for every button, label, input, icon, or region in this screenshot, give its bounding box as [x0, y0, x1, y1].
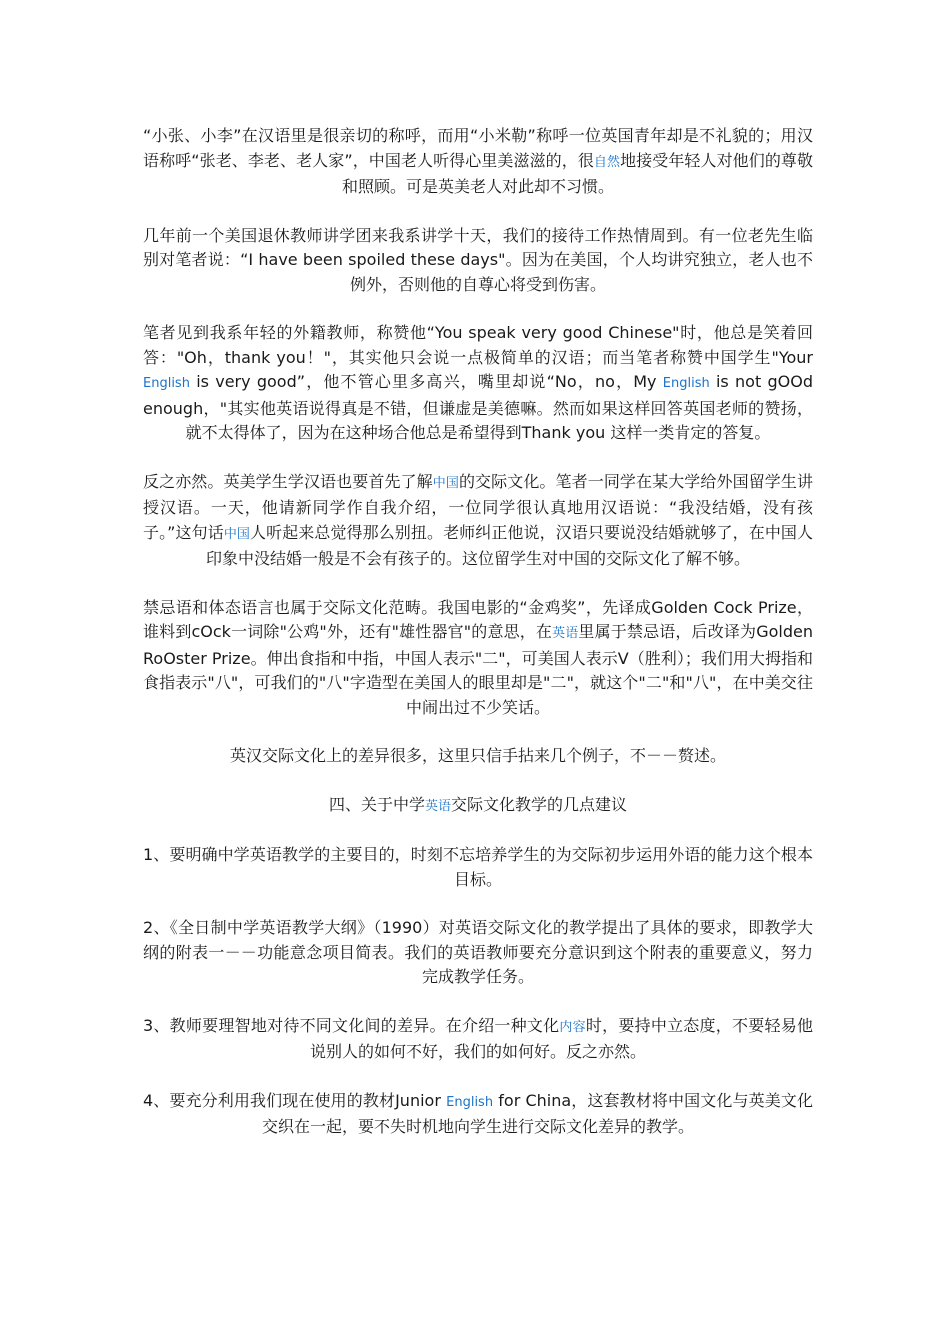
keyword-link[interactable]: English — [662, 376, 710, 391]
paragraph-text: 里属于禁忌语，后改译为Golden RoOster Prize。伸出食指和中指，中国人表示"二"，可美国人表示V（胜利）；我们用大拇指和食指表示"八"，可我们的"八"字造型在美国人的眼里却是"二"，就这个"二"和"八"，在中美交往中闹出过不少笑话。 — [143, 622, 813, 717]
paragraph-text: “小张、小李”在汉语里是很亲切的称呼，而用“小米勒”称呼一位英国青年却是不礼貌的；用汉语称呼“张老、李老、老人家”，中国老人听得心里美滋滋的，很 — [143, 126, 813, 170]
paragraph-text: 禁忌语和体态语言也属于交际文化范畴。我国电影的“金鸡奖”，先译成Golden Cock Prize，谁料到cOck一词除"公鸡"外，还有"雄性器官"的意思，在 — [143, 597, 813, 641]
paragraph-text: 四、关于中学 — [328, 794, 425, 814]
paragraph-taboo-body-language — [143, 596, 813, 721]
keyword-link[interactable]: 中国 — [432, 475, 459, 491]
paragraph-text: 2、《全日制中学英语教学大纲》（1990）对英语交际文化的教学提出了具体的要求，即教学大纲的附表一－－功能意念项目简表。我们的英语教师要充分意识到这个附表的重要意义，努力完成教学任务。 — [143, 918, 813, 986]
paragraph-foreign-teacher-praise — [143, 321, 813, 446]
section-heading-suggestions — [143, 793, 813, 820]
paragraph-text: 时，要持中立态度，不要轻易他说别人的如何不好，我们的如何好。反之亦然。 — [309, 1015, 813, 1061]
paragraph-text: 几年前一个美国退休教师讲学团来我系讲学十天，我们的接待工作热情周到。有一位老先生临别对笔者说：“I have been spoiled these days"。因为在美国，个人均讲究独立，老人也不例外，否则他的自尊心将受到伤害。 — [143, 225, 813, 294]
suggestion-item-1 — [143, 843, 813, 892]
keyword-link[interactable]: 英语 — [552, 626, 579, 641]
paragraph-text: 交际文化教学的几点建议 — [451, 794, 628, 814]
paragraph-text: 笔者见到我系年轻的外籍教师，称赞他“You speak very good Chinese"时，他总是笑着回答："Oh，thank you！"，其实他只会说一点极简单的汉语；而当笔者称赞中国学生"Your — [143, 323, 813, 367]
keyword-link[interactable]: 内容 — [559, 1019, 586, 1035]
paragraph-text: 的交际文化。笔者一同学在某大学给外国留学生讲授汉语。一天，他请新同学作自我介绍，一位同学很认真地用汉语说：“我没结婚，没有孩子。”这句话 — [143, 471, 813, 542]
paragraph-summary — [143, 744, 813, 769]
suggestion-item-3 — [143, 1014, 813, 1065]
paragraph-text: 反之亦然。英美学生学汉语也要首先了解 — [143, 471, 433, 491]
paragraph-text: 英汉交际文化上的差异很多，这里只信手拈来几个例子，不－－赘述。 — [229, 746, 726, 765]
suggestion-item-2 — [143, 916, 813, 990]
keyword-link[interactable]: English — [446, 1094, 494, 1110]
paragraph-chinese-culture-students — [143, 470, 813, 572]
keyword-link[interactable]: 自然 — [593, 154, 621, 170]
keyword-link[interactable]: 中国 — [223, 526, 251, 542]
keyword-link[interactable]: English — [143, 376, 190, 391]
paragraph-address-terms — [143, 124, 813, 200]
document-body — [143, 124, 813, 1164]
paragraph-text: 地接受年轻人对他们的尊敬和照顾。可是英美老人对此却不习惯。 — [341, 150, 813, 196]
suggestion-item-4 — [143, 1089, 813, 1140]
paragraph-text: 3、教师要理智地对待不同文化间的差异。在介绍一种文化 — [143, 1015, 560, 1035]
paragraph-text: 1、要明确中学英语教学的主要目的，时刻不忘培养学生的为交际初步运用外语的能力这个根本目标。 — [143, 845, 813, 889]
keyword-link[interactable]: 英语 — [424, 798, 451, 814]
paragraph-text: 4、要充分利用我们现在使用的教材Junior — [143, 1090, 447, 1110]
paragraph-text: is not gOOd enough，"其实他英语说得真是不错，但谦虚是美德嘛。然而如果这样回答英国老师的赞扬，就不太得体了，因为在这种场合他总是希望得到Thank you 这样一类肯定的答复。 — [143, 372, 813, 442]
paragraph-text: 人听起来总觉得那么别扭。老师纠正他说，汉语只要说没结婚就够了，在中国人印象中没结婚一般是不会有孩子的。这位留学生对中国的交际文化了解不够。 — [205, 522, 813, 568]
paragraph-text: for China，这套教材将中国文化与英美文化交织在一起，要不失时机地向学生进行交际文化差异的教学。 — [261, 1090, 813, 1136]
paragraph-retired-teachers — [143, 224, 813, 298]
paragraph-text: is very good”，他不管心里多高兴，嘴里却说“No，no，My — [189, 372, 663, 391]
